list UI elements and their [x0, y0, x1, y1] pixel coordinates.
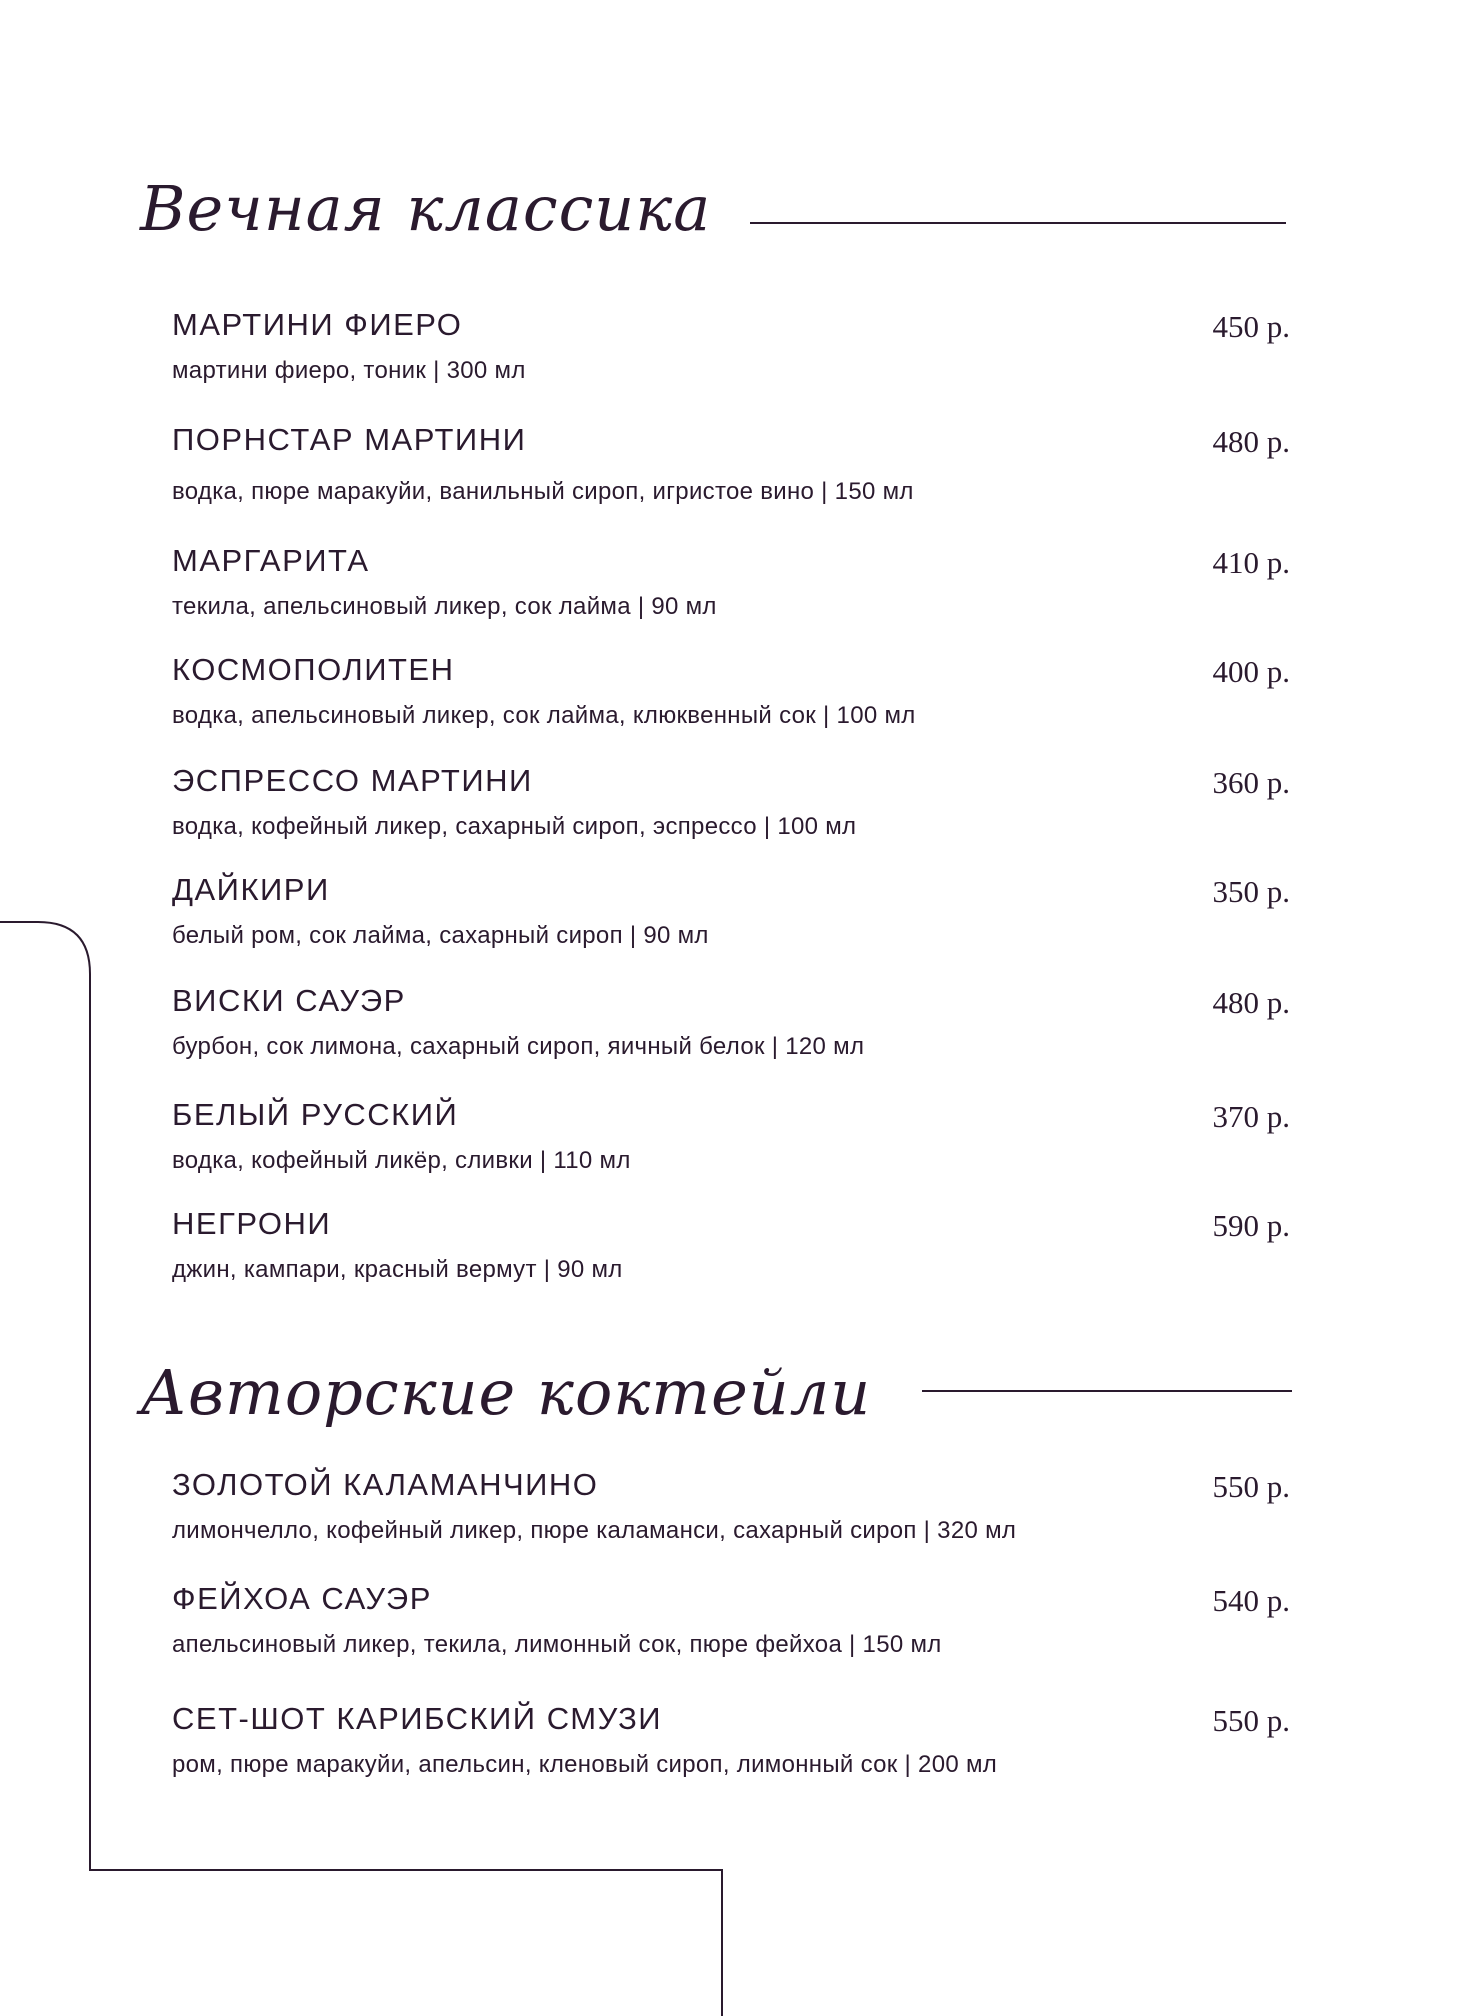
item-description: апельсиновый ликер, текила, лимонный сок, пюре фейхоа | 150 мл: [172, 1631, 942, 1658]
item-name: ФЕЙХОА САУЭР: [172, 1581, 432, 1616]
item-name: МАРТИНИ ФИЕРО: [172, 307, 463, 342]
item-description: ром, пюре маракуйи, апельсин, кленовый сироп, лимонный сок | 200 мл: [172, 1751, 998, 1778]
item-description: водка, апельсиновый ликер, сок лайма, клюквенный сок | 100 мл: [172, 702, 916, 729]
item-description: водка, пюре маракуйи, ванильный сироп, игристое вино | 150 мл: [172, 478, 914, 505]
item-price: 450 р.: [1212, 309, 1290, 344]
item-price: 360 р.: [1212, 765, 1290, 800]
title-rule-classic: [750, 222, 1286, 224]
item-name: БЕЛЫЙ РУССКИЙ: [172, 1097, 459, 1132]
item-name: КОСМОПОЛИТЕН: [172, 652, 455, 687]
section-title-classic: Вечная классика: [140, 172, 712, 245]
item-price: 550 р.: [1212, 1703, 1290, 1738]
item-name: ЗОЛОТОЙ КАЛАМАНЧИНО: [172, 1467, 599, 1502]
item-name: НЕГРОНИ: [172, 1206, 332, 1241]
item-name: ЭСПРЕССО МАРТИНИ: [172, 763, 533, 798]
item-name: ВИСКИ САУЭР: [172, 983, 406, 1018]
item-price: 590 р.: [1212, 1208, 1290, 1243]
section-title-signature: Авторские коктейли: [140, 1356, 872, 1429]
item-price: 550 р.: [1212, 1469, 1290, 1504]
item-price: 350 р.: [1212, 874, 1290, 909]
title-rule-signature: [922, 1390, 1292, 1392]
item-price: 410 р.: [1212, 545, 1290, 580]
item-description: белый ром, сок лайма, сахарный сироп | 90 мл: [172, 922, 709, 949]
item-price: 480 р.: [1212, 985, 1290, 1020]
item-description: водка, кофейный ликёр, сливки | 110 мл: [172, 1147, 631, 1174]
item-price: 540 р.: [1212, 1583, 1290, 1618]
item-description: лимончелло, кофейный ликер, пюре каламанси, сахарный сироп | 320 мл: [172, 1517, 1017, 1544]
item-price: 480 р.: [1212, 424, 1290, 459]
item-price: 400 р.: [1212, 654, 1290, 689]
item-description: мартини фиеро, тоник | 300 мл: [172, 357, 526, 384]
item-name: ДАЙКИРИ: [172, 872, 330, 907]
item-name: МАРГАРИТА: [172, 543, 370, 578]
item-price: 370 р.: [1212, 1099, 1290, 1134]
item-description: текила, апельсиновый ликер, сок лайма | 90 мл: [172, 593, 717, 620]
item-description: водка, кофейный ликер, сахарный сироп, эспрессо | 100 мл: [172, 813, 857, 840]
item-description: бурбон, сок лимона, сахарный сироп, яичный белок | 120 мл: [172, 1033, 865, 1060]
item-description: джин, кампари, красный вермут | 90 мл: [172, 1256, 623, 1283]
item-name: ПОРНСТАР МАРТИНИ: [172, 422, 527, 457]
item-name: СЕТ-ШОТ КАРИБСКИЙ СМУЗИ: [172, 1701, 663, 1736]
